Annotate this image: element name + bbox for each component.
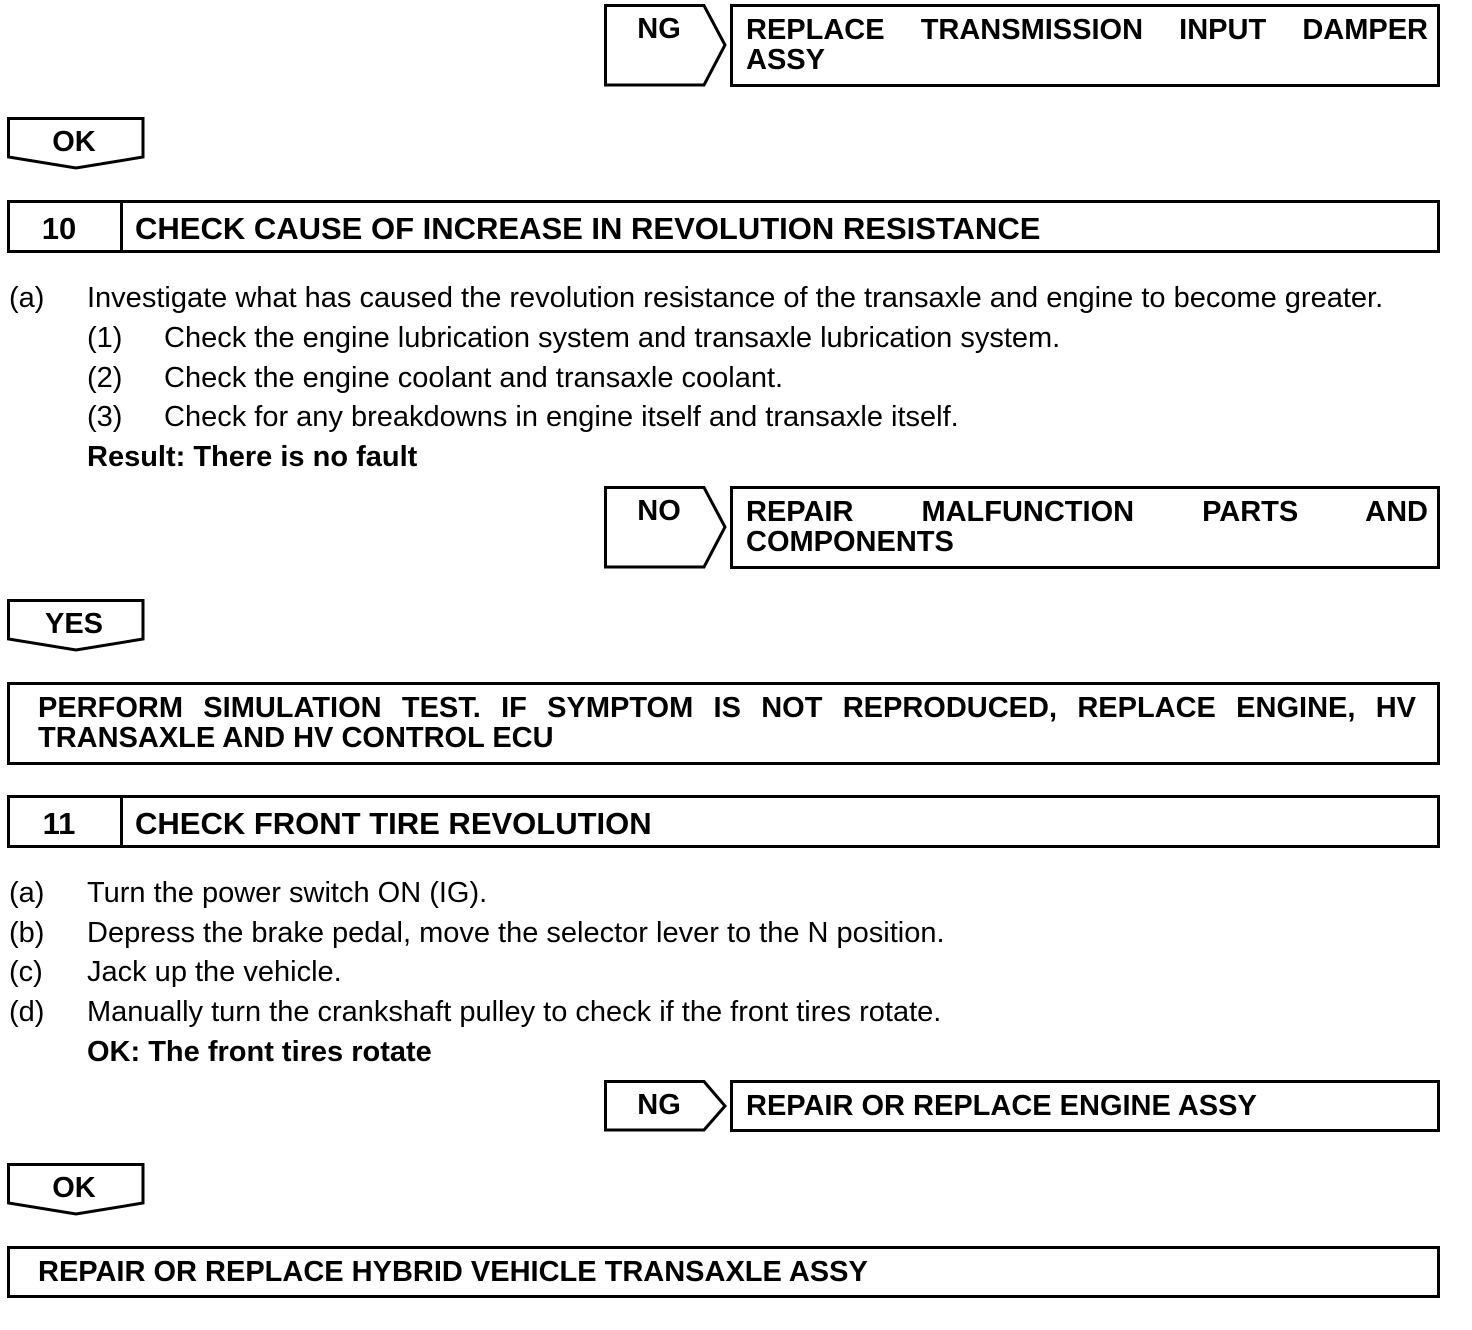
yes-label: YES — [44, 608, 104, 640]
step-10-title: CHECK CAUSE OF INCREASE IN REVOLUTION RESISTANCE — [135, 211, 1041, 246]
repair-transaxle-box — [7, 1246, 1440, 1298]
step-10-sub-2-label: (2) — [87, 362, 123, 394]
repair-engine-box — [730, 1080, 1440, 1132]
step-10-sub-1-label: (1) — [87, 322, 123, 354]
step-10-header — [7, 200, 1440, 253]
ok-label-2: OK — [52, 1172, 96, 1204]
ng-label-2: NG — [637, 1089, 681, 1121]
simulation-test-text-2: TRANSAXLE AND HV CONTROL ECU — [38, 722, 554, 754]
step-10-item-a-text: Investigate what has caused the revolution resistance of the transaxle and engine to become greater. — [87, 282, 1384, 314]
replace-damper-text-1: REPLACE TRANSMISSION INPUT DAMPER — [746, 14, 1428, 46]
repair-malfunction-box — [730, 486, 1440, 569]
repair-malfunction-text-2: COMPONENTS — [746, 526, 954, 558]
step-11-item-c-label: (c) — [9, 956, 43, 988]
repair-transaxle-text: REPAIR OR REPLACE HYBRID VEHICLE TRANSAXLE ASSY — [38, 1256, 868, 1288]
step-11-item-b-label: (b) — [9, 917, 45, 949]
step-10-sub-1-text: Check the engine lubrication system and transaxle lubrication system. — [164, 322, 1061, 354]
replace-damper-text-2: ASSY — [746, 44, 825, 76]
repair-engine-text: REPAIR OR REPLACE ENGINE ASSY — [746, 1090, 1257, 1122]
step-11-result: OK: The front tires rotate — [87, 1036, 432, 1068]
step-11-item-d-text: Manually turn the crankshaft pulley to check if the front tires rotate. — [87, 996, 942, 1028]
repair-malfunction-text-1: REPAIR MALFUNCTION PARTS AND — [746, 496, 1428, 528]
step-11-number: 11 — [42, 806, 76, 841]
step-11-item-b-text: Depress the brake pedal, move the selector lever to the N position. — [87, 917, 945, 949]
step-11-item-c-text: Jack up the vehicle. — [87, 956, 342, 988]
no-label: NO — [637, 495, 681, 527]
step-10-sub-3-text: Check for any breakdowns in engine itself and transaxle itself. — [164, 401, 959, 433]
simulation-test-box — [7, 682, 1440, 765]
step-10-number: 10 — [41, 211, 77, 246]
ng-label: NG — [637, 13, 681, 45]
step-11-item-a-label: (a) — [9, 877, 45, 909]
step-11-item-a-text: Turn the power switch ON (IG). — [87, 877, 488, 909]
step-11-divider — [120, 798, 123, 845]
ok-label: OK — [52, 126, 96, 158]
step-10-divider — [120, 203, 123, 250]
replace-damper-box — [730, 4, 1440, 87]
step-10-sub-3-label: (3) — [87, 401, 123, 433]
step-10-result: Result: There is no fault — [87, 441, 418, 473]
step-11-title: CHECK FRONT TIRE REVOLUTION — [135, 806, 652, 841]
step-10-sub-2-text: Check the engine coolant and transaxle coolant. — [164, 362, 784, 394]
step-10-item-a-label: (a) — [9, 282, 45, 314]
simulation-test-text-1: PERFORM SIMULATION TEST. IF SYMPTOM IS NOT REPRODUCED, REPLACE ENGINE, HV — [38, 692, 1416, 724]
step-11-item-d-label: (d) — [9, 996, 45, 1028]
step-11-header — [7, 795, 1440, 848]
